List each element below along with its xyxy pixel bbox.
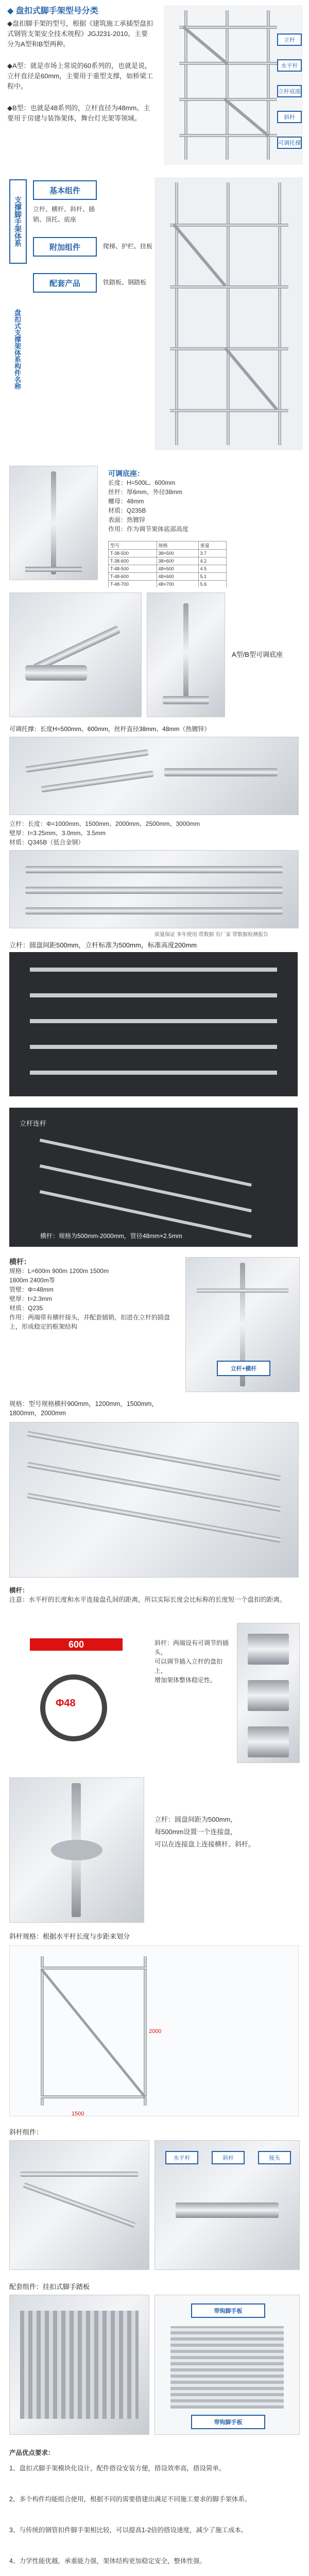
ledger-line-6: 作用：两端带有横杆接头，并配套插销，扣进在立杆的圆盘上，形成稳定的框架结构 — [9, 1314, 170, 1330]
table-row — [109, 550, 227, 557]
rosette-line-2: 每500mm设置一个连接盘， — [154, 1828, 237, 1836]
rosette-specs — [154, 1814, 299, 1851]
diagonal-dim-1: 1500 — [72, 2111, 84, 2117]
vertical-photo — [9, 850, 299, 928]
section-diagonal-parts — [0, 2123, 309, 2277]
ledger-line-2: 1800m 2400m等 — [9, 1277, 55, 1284]
section-base — [0, 459, 309, 587]
diagonal-note-3: 增加架体整体稳定性。 — [154, 1676, 217, 1684]
link-photo — [9, 1108, 298, 1247]
ledger-line-5: 材质：Q235 — [9, 1304, 43, 1312]
jack-photo — [9, 737, 299, 815]
ledger-line-3: 管壁：Φ=48mm — [9, 1286, 54, 1293]
intro-title: ◆ 盘扣式脚手架型号分类 — [7, 7, 98, 15]
section-boards — [0, 2277, 309, 2442]
base-photo — [9, 466, 98, 580]
section-vertical — [0, 938, 309, 1103]
advantages-intro: 产品优点要求： — [9, 2449, 55, 2456]
dimension-drawing — [9, 1623, 148, 1762]
intro-bullet-1: ◆盘扣脚手架的型号，根据《建筑施工承插型盘扣式钢管支架安全技术规程》JGJ231-2010。主要分为A型和B型两种。 — [7, 20, 153, 48]
base-spec-1: 长度：H=500L、600mm — [108, 479, 176, 486]
part-label-3: 接头 — [258, 2151, 291, 2164]
jack-caption: 可调托撑：长度H=500mm、600mm，丝杆直径38mm、48mm（热镀锌） — [9, 725, 211, 733]
diagonal-spec-title: 斜杆规格：根据水平杆长度与步距来划分 — [9, 1933, 130, 1940]
cell: 5.1 — [198, 573, 226, 581]
advantage-3: 3、与传统的钢管扣件脚手架相比较，可以提高1-2倍的搭设速度，减少了施工成本。 — [9, 2527, 248, 2534]
cell: 48×700 — [157, 581, 198, 588]
advantage-4: 4、力学性能优越，承重能力强，架体结构更加稳定安全，整体性强。 — [9, 2557, 206, 2565]
dim-value: 600 — [30, 1638, 123, 1651]
vertical-spec-3: 材质：Q345B（低合金钢） — [9, 839, 84, 846]
cell: 48×500 — [157, 565, 198, 573]
ledger-stamp: 立杆+横杆 — [217, 1361, 270, 1376]
section-ab-base — [0, 587, 309, 721]
intro-bullet-2: ◆A型：就是市场上常说的60系列的，也就是说，立杆直径是60mm，主要用于重型支撑，如桥梁工程中。 — [7, 62, 153, 90]
system-side-title: 支撑脚手架体系 — [9, 179, 27, 264]
diagonal-notes — [154, 1638, 232, 1685]
label-diagonal: 斜杆 — [277, 111, 302, 123]
vertical-specs — [9, 819, 298, 847]
diagonal-dim-2: 2000 — [149, 2028, 162, 2035]
label-base: 立杆底座 — [277, 85, 302, 97]
table-row — [109, 565, 227, 573]
ab-base-caption: A型/B型可调底座 — [232, 651, 283, 658]
ledger-note-title: 横杆： — [9, 1587, 29, 1594]
section-link — [0, 1103, 309, 1252]
rosette-line-3: 可以在连接盘上连接横杆、斜杆。 — [154, 1840, 255, 1848]
link-specs: 横杆：规格为500mm-2000mm，管径48mm×2.5mm — [40, 1232, 182, 1240]
label-ledger: 水平杆 — [277, 59, 302, 72]
nav-support[interactable]: 配套产品 — [33, 273, 97, 293]
diagonal-specs — [9, 1399, 298, 1418]
table-row — [109, 557, 227, 565]
support-items: 铁踏板、钢踏板 — [103, 279, 147, 286]
advantage-2: 2、多个构件均能组合使用，根据不同的需要搭建出满足不同施工要求的脚手架体系。 — [9, 2496, 251, 2503]
cell: T-48-600 — [109, 573, 157, 581]
part-label-2: 斜杆 — [212, 2151, 245, 2164]
boards-drawing — [154, 2295, 300, 2435]
cell: T-48-700 — [109, 581, 157, 588]
part-label-1: 水平杆 — [165, 2151, 198, 2164]
vertical-spec-1: 立杆：长度：Φ=1000mm、1500mm、2000mm、2500mm、3000mm — [9, 820, 200, 827]
nav-basic[interactable]: 基本组件 — [33, 180, 97, 200]
cell: T-38-500 — [109, 550, 157, 557]
ledger-note: 注意：水平杆的长度和水平连接盘孔间的距离，所以实际长度会比标称的长度短一个盘扣的距离。 — [9, 1596, 286, 1603]
vertical-rods-photo — [9, 952, 298, 1096]
base-spec-2: 丝杆：厚6mm、外径38mm — [108, 488, 183, 496]
th-weight: 重量 — [198, 541, 226, 550]
section-diagonal-spec — [0, 1927, 309, 2123]
rosette-line-1: 立杆：圆盘间距为500mm， — [154, 1816, 237, 1823]
th-spec: 规格 — [157, 541, 198, 550]
base-table-header — [109, 541, 227, 550]
diagonal-parts-photo-1 — [9, 2140, 149, 2270]
section-advantages — [0, 2442, 309, 2576]
diagonal-joint-photo — [237, 1623, 300, 1763]
ab-base-photo-1 — [9, 592, 142, 717]
boards-label: 带钩脚手板 — [191, 2303, 265, 2318]
system-vertical-text: 盘扣式支撑架体系构件名称 — [13, 309, 21, 389]
boards-label-2: 带钩脚手板 — [191, 2415, 265, 2429]
rosette-photo — [9, 1777, 144, 1923]
cell: 38×500 — [157, 550, 198, 557]
ledger-line-4: 壁厚：t=2.3mm — [9, 1295, 53, 1302]
section-system — [0, 170, 309, 459]
section-intro — [0, 0, 309, 170]
cell: 48×600 — [157, 573, 198, 581]
nav-extra[interactable]: 附加组件 — [33, 237, 97, 257]
section-jack — [0, 721, 309, 938]
table-row — [109, 573, 227, 581]
cell: 4.2 — [198, 557, 226, 565]
th-model: 型号 — [109, 541, 157, 550]
cell: 38×600 — [157, 557, 198, 565]
dim-label: Φ48 — [56, 1698, 76, 1709]
base-spec-4: 材质：Q235B — [108, 507, 146, 514]
advantage-1: 1、盘扣式脚手架模块化设计，配件搭设安装方便，搭设效率高，搭设简单。 — [9, 2465, 226, 2472]
jack-side-label: 质量保证 多年使用 带数据 有厂家 带数据检测报告 — [154, 932, 269, 938]
boards-photo-1 — [9, 2295, 149, 2435]
ledger-line-1: 规格：L=600m 900m 1200m 1500m — [9, 1267, 109, 1275]
ledger-title: 横杆： — [9, 1258, 31, 1266]
section-ledger-note — [0, 1582, 309, 1772]
system-photo — [154, 177, 303, 450]
diagonal-note-2: 可以调节插入立杆的盘扣上， — [154, 1658, 223, 1674]
base-spec-3: 螺母：48mm — [108, 498, 144, 505]
base-spec-title: 可调底座： — [108, 469, 144, 478]
base-spec-6: 作用：作为调节架体底部高度 — [108, 526, 189, 533]
cell: T-38-600 — [109, 557, 157, 565]
label-jack: 可调托撑 — [277, 137, 302, 149]
scaffold-illustration — [164, 5, 303, 165]
intro-bullet-3: ◆B型：也就是48系列的，立杆直径为48mm。主要用于房建与装饰架体，舞台灯光架等领域。 — [7, 104, 150, 122]
label-standard: 立杆 — [277, 33, 302, 46]
diagonal-parts-photo-2 — [154, 2140, 300, 2270]
base-specs — [108, 469, 211, 534]
ab-base-photo-2 — [147, 592, 225, 717]
section-ledger — [0, 1252, 309, 1396]
cell: T-48-500 — [109, 565, 157, 573]
diagonal-note-1: 斜杆：两端设有可调节的插头， — [154, 1639, 229, 1656]
ledger-specs — [9, 1257, 179, 1331]
diagonal-line-2: 1800mm，2000mm — [9, 1410, 66, 1417]
ledger-photo — [185, 1257, 300, 1392]
vertical-caption: 立杆：圆盘间距500mm，立杆标准为500mm，标准高度200mm — [9, 941, 197, 949]
diagonal-photo — [9, 1422, 299, 1578]
vertical-spec-2: 壁厚：t=3.25mm、3.0mm、3.5mm — [9, 829, 106, 837]
boards-title: 配套组件：挂扣式脚手踏板 — [9, 2283, 90, 2291]
base-spec-5: 表面：热镀锌 — [108, 516, 146, 523]
basic-items: 立杆、横杆、斜杆、插销、顶托、底座 — [33, 206, 95, 223]
cell: 4.5 — [198, 565, 226, 573]
diagonal-line-1: 规格：型号规格横杆900mm，1200mm，1500mm， — [9, 1400, 158, 1408]
section-diagonal — [0, 1396, 309, 1582]
extra-items: 爬梯、护栏、挂板 — [103, 243, 153, 250]
ledger-note-block — [9, 1586, 298, 1604]
section-rosette — [0, 1772, 309, 1927]
cell: 5.6 — [198, 581, 226, 588]
link-title: 立杆连杆 — [20, 1120, 47, 1127]
diagonal-spec-diagram — [9, 1945, 299, 2116]
diagonal-parts-title: 斜杆组件： — [9, 2128, 43, 2136]
cell: 3.7 — [198, 550, 226, 557]
